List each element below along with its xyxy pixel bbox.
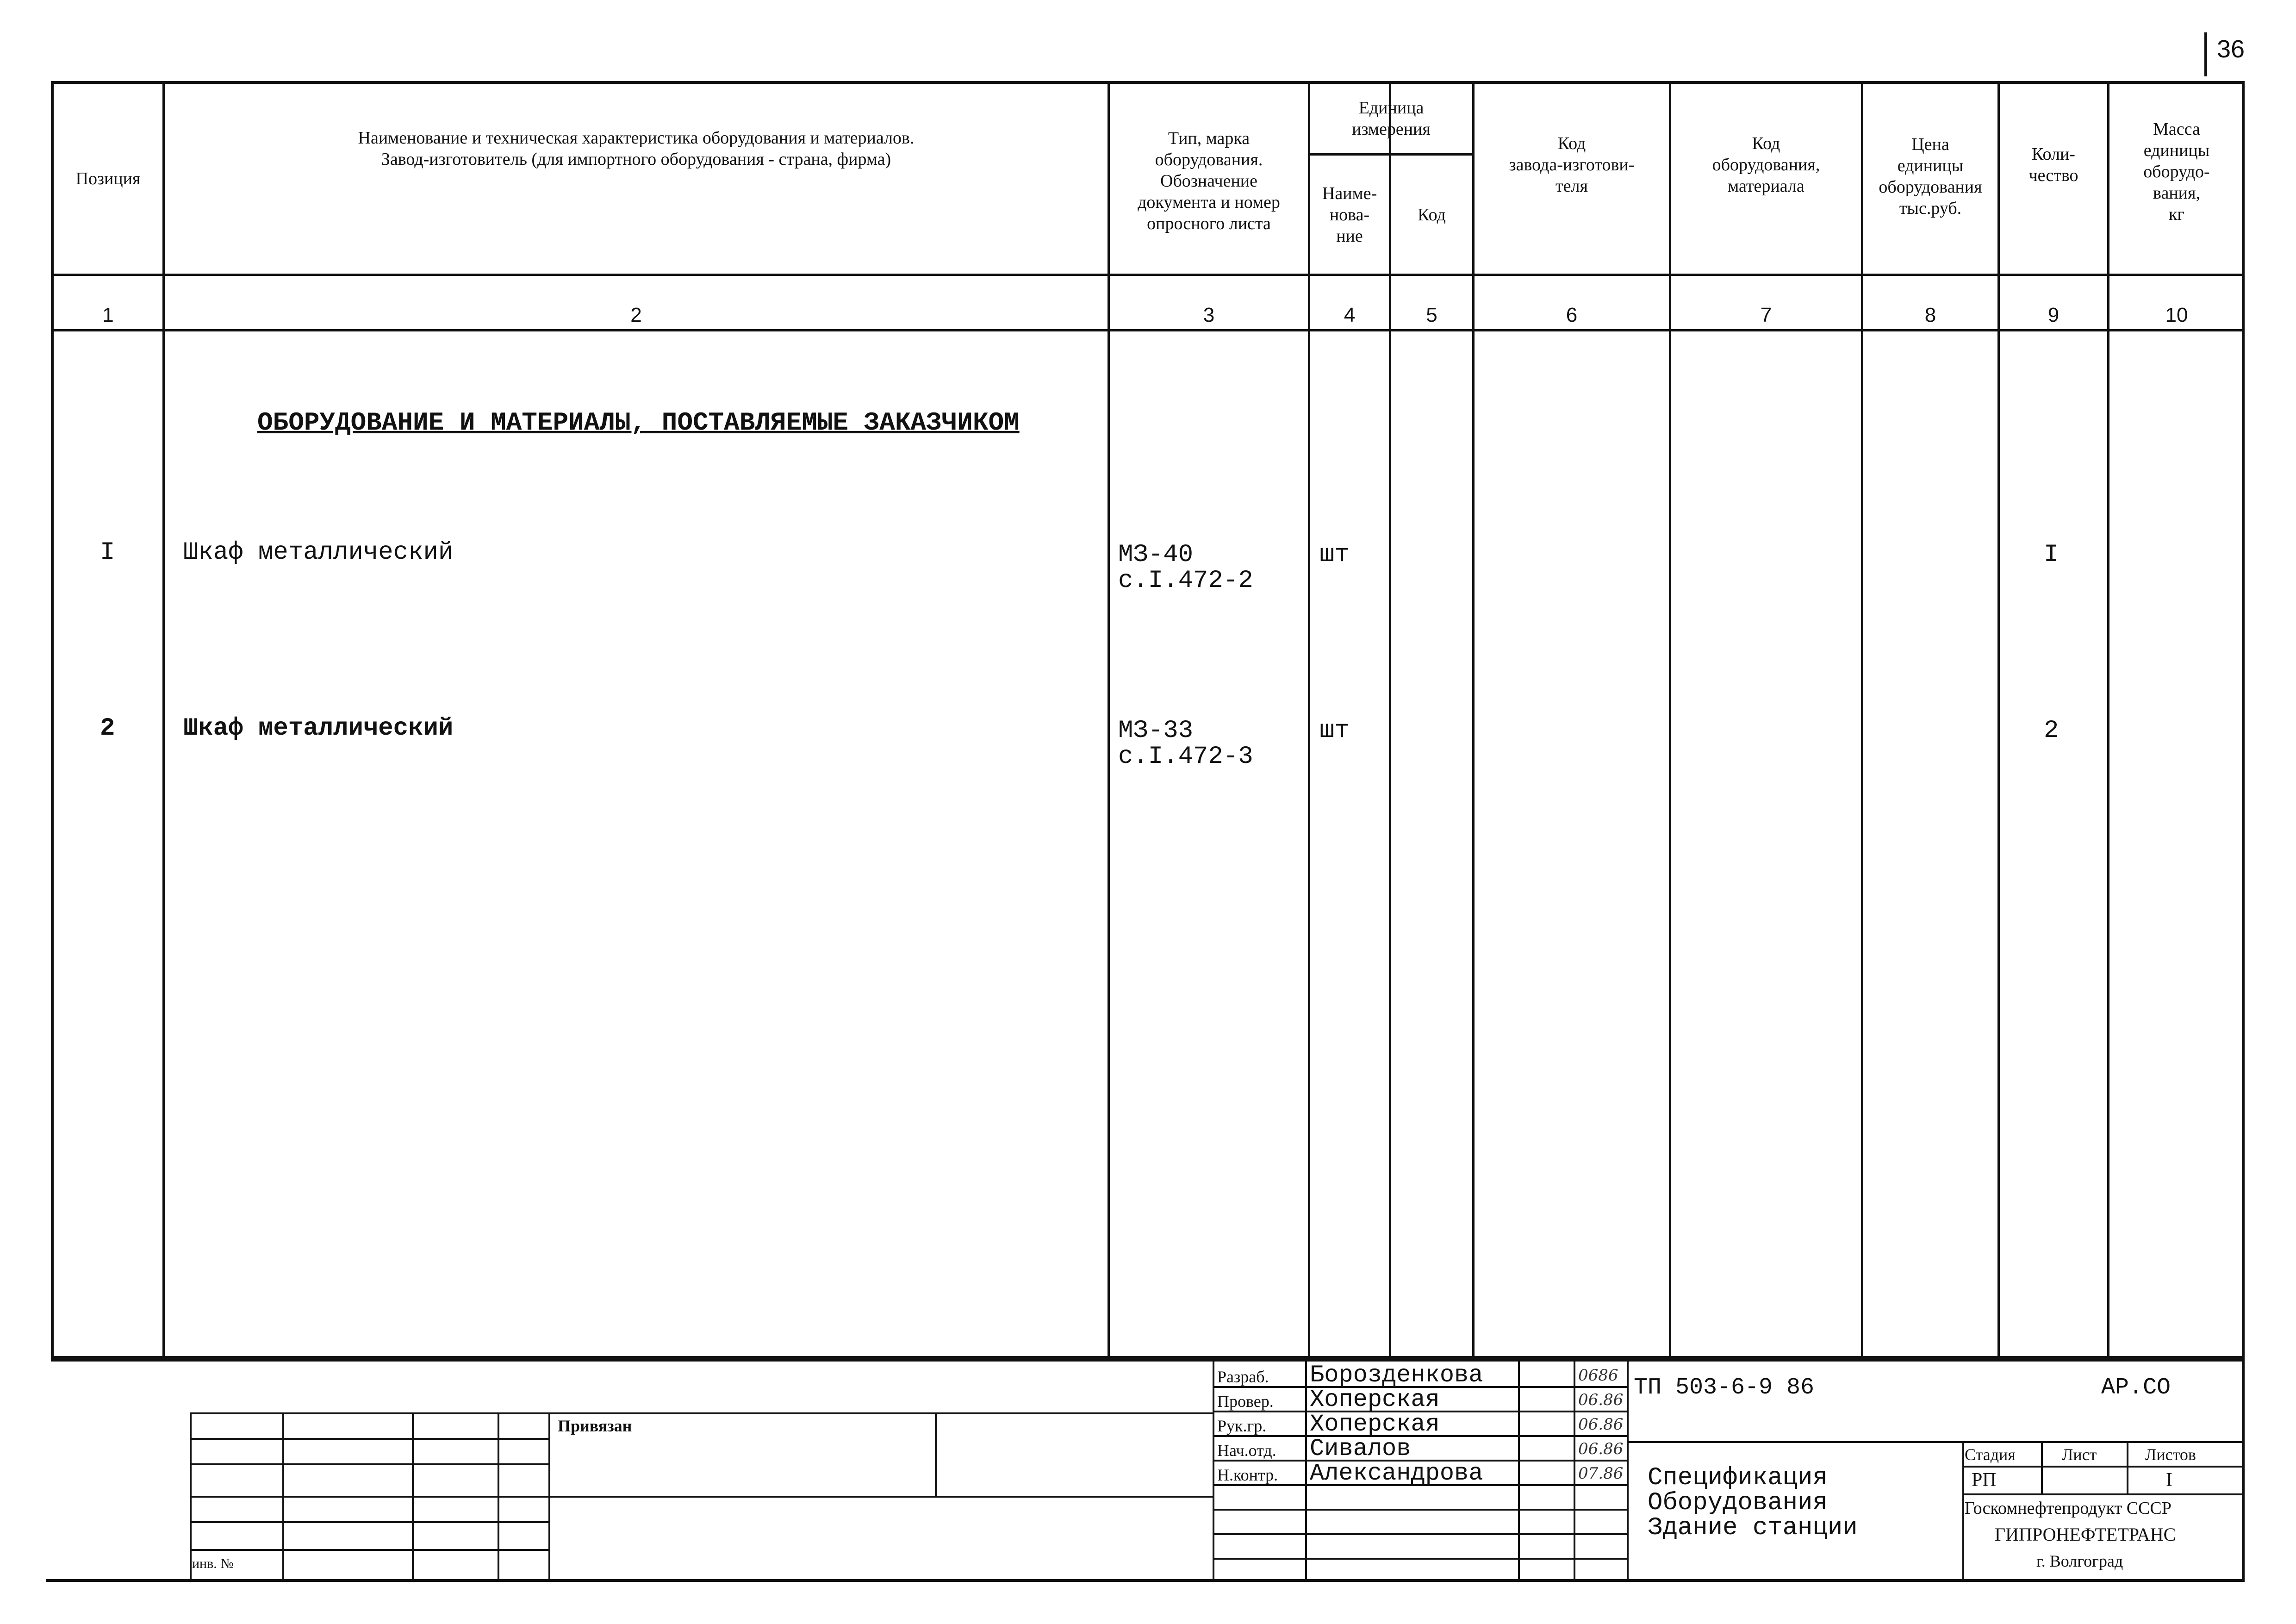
- role-checker: Провер.: [1217, 1392, 1274, 1411]
- document-code: АР.СО: [2101, 1374, 2171, 1401]
- document-title: Спецификация Оборудования Здание станции: [1648, 1464, 1858, 1542]
- row-2-unit: шт: [1319, 717, 1350, 745]
- date-dept-head: 06.86: [1578, 1440, 1624, 1458]
- column-number: 9: [2047, 304, 2060, 326]
- header-name: Наименование и техническая характеристика оборудования и материалов. Завод-изготовитель (для импортного оборудования - страна, фирма): [358, 128, 915, 169]
- title-block-right: [2242, 1362, 2245, 1582]
- name-checker: Хоперская: [1310, 1386, 1440, 1413]
- name-norm-control: Александрова: [1310, 1460, 1483, 1487]
- grid-line: [1962, 1493, 2245, 1495]
- header-unit-name: Наиме- нова- ние: [1322, 183, 1377, 246]
- grid-line: [190, 1549, 548, 1551]
- sheets-label: Листов: [2145, 1445, 2196, 1464]
- row-2-position: 2: [100, 714, 115, 743]
- header-manufacturer-code: Код завода-изготови- теля: [1509, 134, 1635, 196]
- row-1-type: МЗ-40 с.I.472-2: [1118, 541, 1253, 595]
- grid-line: [1962, 1466, 2245, 1468]
- column-number: 8: [1924, 304, 1936, 326]
- stage-label: Стадия: [1965, 1445, 2016, 1464]
- grid-line: [1518, 1362, 1520, 1579]
- name-developer: Борозденкова: [1310, 1362, 1483, 1389]
- name-group-head: Хоперская: [1310, 1411, 1440, 1438]
- column-number: 6: [1566, 304, 1578, 326]
- header-quantity: Коли- чество: [2028, 144, 2078, 185]
- grid-line: [1213, 1362, 1214, 1579]
- grid-line: [2041, 1441, 2043, 1493]
- header-price: Цена единицы оборудования тыс.руб.: [1879, 135, 1982, 218]
- row-2-type: МЗ-33 с.I.472-3: [1118, 717, 1253, 771]
- section-title: ОБОРУДОВАНИЕ И МАТЕРИАЛЫ, ПОСТАВЛЯЕМЫЕ ЗАКАЗЧИКОМ: [257, 408, 1020, 437]
- grid-line: [190, 1521, 548, 1523]
- specification-table: [51, 81, 2245, 1359]
- privyazan-label: Привязан: [558, 1417, 632, 1435]
- header-type: Тип, марка оборудования. Обозначение документа и номер опросного листа: [1138, 129, 1280, 233]
- role-norm-control: Н.контр.: [1217, 1466, 1278, 1484]
- column-number: 10: [2165, 304, 2188, 326]
- column-number: 3: [1203, 304, 1215, 326]
- header-bottom-line: [54, 274, 2242, 276]
- row-1-quantity: I: [2044, 541, 2059, 569]
- header-unit-code: Код: [1418, 205, 1446, 225]
- date-group-head: 06.86: [1578, 1415, 1624, 1434]
- date-developer: 0686: [1578, 1366, 1618, 1385]
- row-1-unit: шт: [1319, 541, 1350, 569]
- grid-line: [1213, 1509, 1627, 1511]
- title-block-bottom: [46, 1579, 2245, 1582]
- role-dept-head: Нач.отд.: [1217, 1441, 1276, 1460]
- org-city: г. Волгоград: [2036, 1552, 2123, 1570]
- row-2-quantity: 2: [2044, 717, 2059, 745]
- grid-line: [1305, 1362, 1307, 1579]
- column-number: 1: [102, 304, 114, 326]
- date-norm-control: 07.86: [1578, 1464, 1624, 1483]
- row-1-position: I: [100, 538, 115, 567]
- grid-line: [935, 1412, 937, 1496]
- inventory-number-label: инв. №: [192, 1556, 234, 1571]
- header-unit: Единица измерения: [1352, 98, 1431, 139]
- title-block: [51, 1359, 2245, 1581]
- date-checker: 06.86: [1578, 1391, 1624, 1409]
- header-position: Позиция: [75, 169, 141, 188]
- project-code: ТП 503-6-9 86: [1634, 1374, 1815, 1401]
- role-developer: Разраб.: [1217, 1368, 1269, 1386]
- org-ministry: Госкомнефтепродукт СССР: [1965, 1499, 2172, 1518]
- grid-line: [1627, 1362, 1629, 1579]
- column-number: 5: [1426, 304, 1437, 326]
- grid-line: [1213, 1533, 1627, 1535]
- page-number: 36: [2217, 35, 2245, 63]
- sheet-label: Лист: [2062, 1445, 2097, 1464]
- column-number: 7: [1760, 304, 1772, 326]
- page-number-mark: [2204, 32, 2207, 76]
- column-number: 4: [1344, 304, 1356, 326]
- sheets-value: I: [2166, 1469, 2172, 1491]
- grid-line: [190, 1463, 548, 1465]
- name-dept-head: Сивалов: [1310, 1435, 1411, 1462]
- grid-line: [1574, 1362, 1575, 1579]
- grid-line: [2127, 1441, 2128, 1493]
- grid-line: [190, 1438, 548, 1440]
- header-mass: Масса единицы оборудо- вания, кг: [2143, 119, 2210, 224]
- grid-line: [190, 1412, 1213, 1414]
- grid-line: [1962, 1441, 1964, 1579]
- role-group-head: Рук.гр.: [1217, 1417, 1267, 1435]
- row-2-name: Шкаф металлический: [183, 714, 454, 743]
- grid-line: [1213, 1558, 1627, 1560]
- org-institute: ГИПРОНЕФТЕТРАНС: [1995, 1524, 2176, 1545]
- grid-line: [1627, 1441, 2245, 1443]
- stage-value: РП: [1972, 1469, 1997, 1491]
- row-1-name: Шкаф металлический: [183, 538, 454, 567]
- column-number: 2: [630, 304, 642, 326]
- grid-line: [190, 1496, 1213, 1498]
- header-equipment-code: Код оборудования, материала: [1712, 134, 1820, 196]
